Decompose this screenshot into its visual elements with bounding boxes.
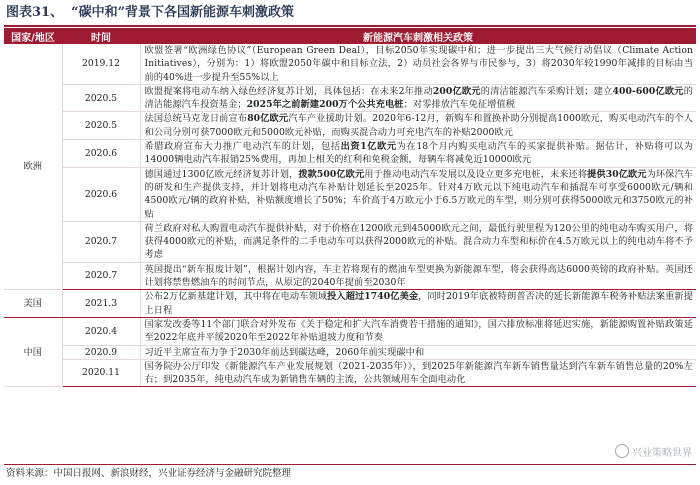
policy-text: 国务院办公厅印发《新能源汽车产业发展规划（2021-2035年）》，到2025年新能源汽车新车销售量达到汽车新车销售总量的20%左右；到2035年，纯电动汽车成为新销售车辆的主流，公共领域用车全面电动化 — [144, 360, 693, 386]
policy-highlight: 80亿欧元 — [247, 113, 289, 125]
policy-highlight: 400-600亿欧元 — [612, 85, 684, 97]
policy-text: 希腊政府宣布大力推广电动汽车的计划，包括 — [144, 141, 341, 153]
date-cell: 2019.12 — [62, 44, 140, 84]
table-header-row — [4, 28, 696, 44]
watermark-text: 兴业策略世界 — [632, 448, 692, 459]
table-body — [4, 44, 696, 387]
date-cell: 2020.5 — [62, 84, 140, 112]
policy-text: ；对零排放汽车免征增值税 — [403, 99, 516, 111]
policy-cell — [140, 112, 696, 140]
policy-text: 英国提出“新车报废计划”，根据计划内容，车主若将现有的燃油车型更换为新能源车型，将会获得高达6000英镑的政府补贴。英国还计划将禁售燃油车的时间节点，从原定的2040年提前至2030年 — [144, 263, 693, 289]
figure-title-text: “碳中和”背景下各国新能源车刺激政策 — [71, 5, 295, 20]
policy-cell — [140, 345, 696, 359]
table-row — [4, 84, 696, 112]
header-date: 时间 — [62, 28, 140, 44]
region-cell: 中国 — [4, 317, 62, 386]
table-row — [4, 167, 696, 221]
policy-text: 为在18个月内购买电动汽车的买家提供补贴。据估计，补贴将可以为14000辆电动汽车报销25%费用，再加上相关的红利和免税金额，每辆车将减免近10000欧元 — [144, 141, 694, 166]
policy-text: 欧盟签署“欧洲绿色协议”（European Green Deal），目标2050年实现碳中和；进一步提出三大气候行动倡议（Climate Action Initiatives），分别为：1）将欧盟2050年碳中和目标立法，2）动员社会各界与市民参与，3）将2030年较1990年减排的目标由当前的40%进一步提升至55%以上 — [144, 45, 693, 83]
policy-cell — [140, 84, 696, 112]
title-divider — [4, 25, 696, 27]
figure-title — [6, 2, 294, 24]
policy-highlight: 200亿欧元 — [432, 85, 481, 97]
policy-text: 公布2万亿新基建计划，其中将在电动车领域 — [144, 291, 328, 303]
table-row — [4, 221, 696, 262]
table-row — [4, 317, 696, 345]
table-row — [4, 345, 696, 359]
policy-text: 法国总统马克龙日前宣布 — [144, 113, 248, 125]
policy-cell — [140, 44, 696, 84]
table-row — [4, 140, 696, 168]
date-cell: 2020.4 — [62, 317, 140, 345]
table-row — [4, 112, 696, 140]
table-row — [4, 290, 696, 318]
header-region: 国家/地区 — [4, 28, 62, 44]
date-cell: 2020.11 — [62, 359, 140, 387]
policy-highlight: 2025年之前新建200万个公共充电桩 — [246, 99, 404, 111]
policy-text: 习近平主席宣布力争于2030年前达到碳达峰，2060年前实现碳中和 — [144, 346, 425, 358]
policy-highlight: 拨款500亿欧元 — [298, 168, 365, 180]
policy-cell — [140, 167, 696, 221]
policy-table — [4, 28, 696, 387]
policy-text: 的清洁能源汽车投资基金； — [144, 85, 694, 111]
date-cell: 2020.7 — [62, 262, 140, 290]
policy-text: 荷兰政府对私人购置电动汽车提供补贴，对于价格在1200欧元到45000欧元之间，最低行驶里程为120公里的纯电动车购买用户，将获得4000欧元的补贴，而满足条件的二手电动车可以获得2000欧元的补贴。混合动力车型和标价在4.5万欧元以上的纯电动车将不予考虑 — [144, 222, 693, 261]
header-policy: 新能源汽车刺激相关政策 — [140, 28, 696, 44]
policy-text: 的清洁能源汽车采购计划；建立 — [480, 85, 613, 97]
date-cell: 2020.7 — [62, 221, 140, 262]
source-note: 资料来源：中国日报网、新浪财经，兴业证券经济与金融研究院整理 — [6, 468, 292, 479]
policy-text: 汽车产业援助计划。2020年6-12月，新购车和置换补助分别提高1000欧元，购买电动汽车的个人和公司分别可获7000欧元和5000欧元补贴，而购买混合动力可充电汽车的补贴2000欧元 — [144, 113, 693, 138]
policy-cell — [140, 290, 696, 318]
policy-highlight: 投入超过1740亿美金 — [327, 291, 419, 303]
date-cell: 2020.6 — [62, 140, 140, 168]
policy-text: 国家发改委等11个部门联合对外发布《关于稳定和扩大汽车消费若干措施的通知》，国六排放标准将延迟实施，新能源购置补贴政策延至2022年底并平缓2020年至2022年补贴退坡力度和节奏 — [144, 318, 693, 344]
date-cell: 2020.5 — [62, 112, 140, 140]
policy-highlight: 出资1亿欧元 — [340, 141, 397, 153]
watermark — [615, 444, 692, 459]
region-cell: 美国 — [4, 290, 62, 318]
footer-divider — [4, 464, 696, 465]
table-row — [4, 44, 696, 84]
policy-highlight: 提供30亿欧元 — [587, 168, 647, 180]
figure-number: 图表31、 — [6, 5, 64, 20]
policy-cell — [140, 262, 696, 290]
policy-text: 用于推动电动汽车发展以及设立更多充电桩，未来还将 — [364, 168, 588, 180]
date-cell: 2020.6 — [62, 167, 140, 221]
policy-text: 为环保汽车的研发和生产提供支持，并计划将电动汽车补贴计划延长至2025年。针对4万欧元以下纯电动汽车和插混车可享受6000欧元/辆和4500欧元/辆的政府补贴，补贴额度增长了50%；车价高于4万欧元小于6.5万欧元的车型，则分别可获得5000欧元和3750欧元的补贴 — [144, 168, 694, 220]
policy-cell — [140, 359, 696, 387]
wechat-icon — [615, 444, 629, 458]
table-row — [4, 359, 696, 387]
date-cell: 2021.3 — [62, 290, 140, 318]
policy-cell — [140, 140, 696, 168]
policy-cell — [140, 221, 696, 262]
date-cell: 2020.9 — [62, 345, 140, 359]
policy-cell — [140, 317, 696, 345]
region-cell: 欧洲 — [4, 44, 62, 290]
policy-text: 欧盟提案将电动车纳入绿色经济复苏计划，具体包括：在未来2年推动 — [144, 85, 433, 97]
table-row — [4, 262, 696, 290]
policy-text: ，同时2019年底被特朗普否决的延长新能源车税务补贴法案重新提上日程 — [144, 291, 693, 316]
policy-text: 德国通过1300亿欧元经济复苏计划， — [144, 168, 299, 180]
